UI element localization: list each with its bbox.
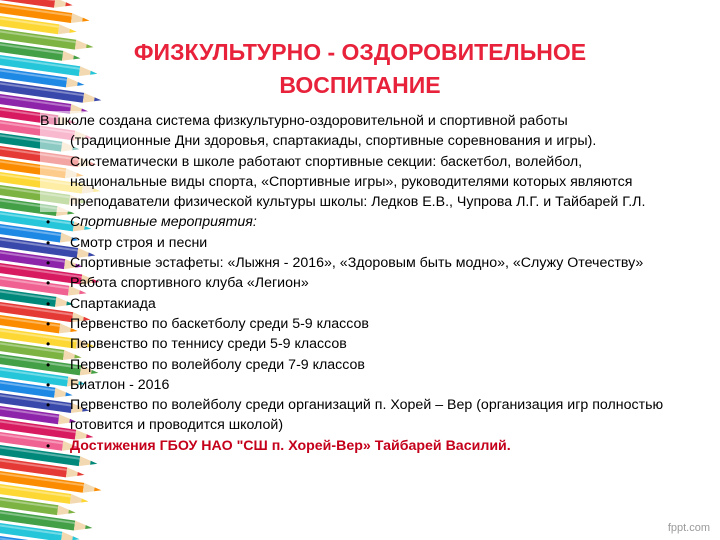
bullet-dot: • [46, 296, 51, 311]
list-item [40, 253, 672, 273]
bullet-dot: • [46, 398, 51, 413]
list-item-text: Первенство по теннису среди 5-9 классов [70, 336, 347, 353]
bullet-dot: • [46, 357, 51, 372]
slide-body [40, 111, 672, 456]
list-item-text: Спортивные эстафеты: «Лыжня - 2016», «Здоровым быть модно», «Служу Отечеству» [70, 255, 644, 272]
list-item [40, 294, 672, 314]
list-item-text: Спортивные мероприятия: [70, 214, 257, 231]
list-item [40, 355, 672, 375]
events-list [40, 212, 672, 456]
list-item-text: Первенство по волейболу среди 7-9 классов [70, 356, 365, 373]
bullet-dot: • [46, 438, 51, 453]
slide-title-line-1: ФИЗКУЛЬТУРНО - ОЗДОРОВИТЕЛЬНОЕ [133, 39, 587, 65]
list-item-text: Смотр строя и песни [70, 234, 208, 251]
list-item [40, 314, 672, 334]
list-item-text: Биатлон - 2016 [70, 376, 170, 393]
bullet-dot: • [46, 235, 51, 250]
list-item [40, 375, 672, 395]
bullet-dot: • [46, 215, 51, 230]
list-item-highlight [40, 436, 672, 456]
list-item-text: Достижения ГБОУ НАО "СШ п. Хорей-Вер» Тайбарей Василий. [70, 437, 511, 454]
list-item-text: Первенство по баскетболу среди 5-9 классов [70, 315, 369, 332]
slide-title-line-2: ВОСПИТАНИЕ [279, 72, 441, 98]
bullet-dot: • [46, 377, 51, 392]
intro-paragraph: В школе создана система физкультурно-оздоровительной и спортивной работы (традиционные Дни здоровья, спартакиады, спортивные соревнования и игры). Систематически в школе работают спортивные секции: баскетбол, волейбол, национальные виды спорта, «Спортивные игры», руководителями которых являются преподаватели физической культуры школы: Ледков Е.В., Чупрова Л.Г. и Тайбарей Г.Л. [40, 111, 672, 212]
list-item-text: Работа спортивного клуба «Легион» [70, 275, 309, 292]
fppt-logo: fppt.com [667, 522, 710, 534]
list-item [40, 273, 672, 293]
list-item [40, 334, 672, 354]
slide-title [60, 36, 660, 102]
list-item-text: Спартакиада [70, 295, 156, 312]
list-item-text: Первенство по волейболу среди организаций п. Хорей – Вер (организация игр полностью готовится и проводится школой) [70, 397, 664, 434]
list-item [40, 395, 672, 436]
list-item [40, 233, 672, 253]
bullet-dot: • [46, 337, 51, 352]
list-item-heading [40, 212, 672, 232]
bullet-dot: • [46, 256, 51, 271]
bullet-dot: • [46, 316, 51, 331]
bullet-dot: • [46, 276, 51, 291]
